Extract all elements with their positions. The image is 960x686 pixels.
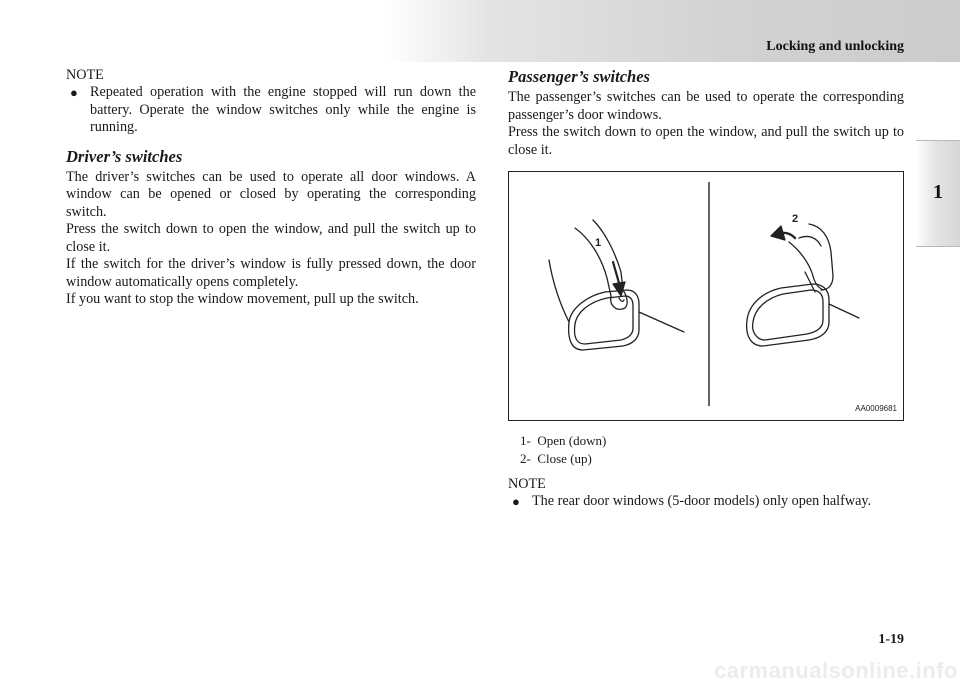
legend-number: 1- [520,433,531,448]
legend-item-close [520,450,904,468]
section-heading-drivers-switches: Driver’s switches [66,146,183,166]
chapter-number: 1 [933,181,943,203]
bullet-icon: ● [70,85,78,100]
chapter-tab [916,140,960,247]
note-item [68,84,476,137]
paragraph: If the switch for the driver’s window is fully pressed down, the door window automatically opens completely. [66,256,476,290]
switch-illustration [508,171,904,421]
legend-number: 2- [520,451,531,466]
section-heading-passengers-switches: Passenger’s switches [508,67,650,86]
legend-text: Close (up) [537,451,592,466]
callout-2: 2 [792,213,799,225]
left-column [66,67,476,309]
legend-item-open [520,432,904,450]
note-text: The rear door windows (5-door models) only open halfway. [532,493,872,509]
note-block [508,476,904,511]
switch-illustration-drawing [509,172,903,420]
paragraph: Press the switch down to open the window, and pull the switch up to close it. [508,124,904,158]
paragraph: If you want to stop the window movement, pull up the switch. [66,291,419,307]
page-number: 1-19 [878,632,904,647]
note-label: NOTE [508,476,546,492]
finger-pressing-switch-icon [549,220,684,350]
watermark: carmanualsonline.info [714,658,958,683]
note-label: NOTE [66,67,104,83]
figure-legend [508,432,904,468]
finger-pulling-switch-icon [747,224,859,346]
bullet-icon: ● [512,494,520,509]
note-text: Repeated operation with the engine stopped will run down the battery. Operate the window switches only while the engine is running. [90,84,476,135]
paragraph: The driver’s switches can be used to operate all door windows. A window can be opened or closed by operating the corresponding switch. [66,168,476,220]
callout-1: 1 [595,237,602,249]
legend-text: Open (down) [537,433,607,448]
figure-code: AA0009681 [855,403,897,413]
paragraph: The passenger’s switches can be used to operate the corresponding passenger’s door windows. [508,89,904,123]
paragraph: Press the switch down to open the window, and pull the switch up to close it. [66,221,476,255]
note-item [510,493,904,511]
right-column [508,67,904,511]
running-header-title: Locking and unlocking [766,39,904,54]
